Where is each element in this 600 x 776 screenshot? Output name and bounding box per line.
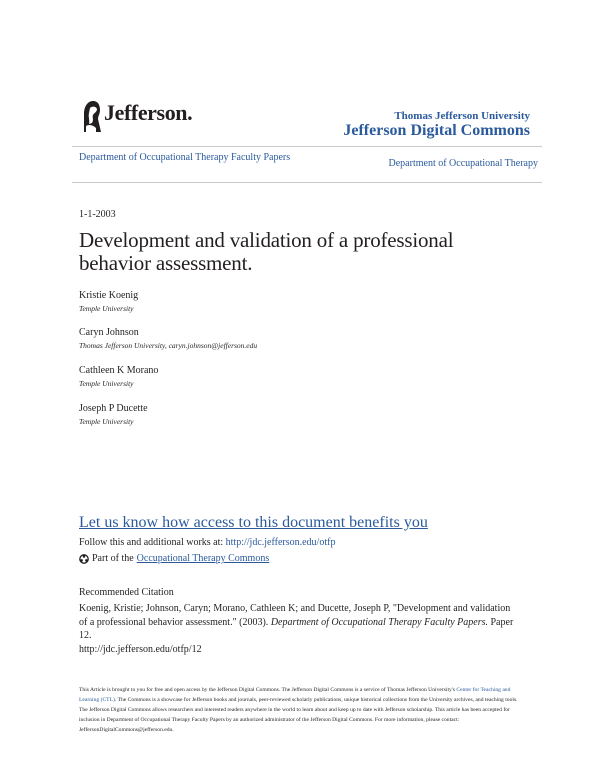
university-link[interactable]: Thomas Jefferson University [394, 110, 530, 122]
jefferson-portrait-icon [82, 100, 101, 133]
author-affiliation: Temple University [79, 417, 134, 426]
occupational-therapy-commons-link[interactable]: Occupational Therapy Commons [136, 553, 270, 564]
document-title: Development and validation of a professional behavior assessment. [79, 228, 454, 275]
part-of-line [79, 553, 269, 564]
citation-series: Department of Occupational Therapy Faculty Papers. [270, 616, 488, 628]
citation-paper: Paper 12. [79, 616, 514, 641]
logo-wordmark: Jefferson. [104, 100, 193, 125]
author-name: Caryn Johnson [79, 327, 139, 338]
follow-prefix: Follow this and additional works at: [79, 537, 226, 548]
recommended-citation [79, 602, 519, 656]
author-name: Kristie Koenig [79, 290, 139, 301]
repository-link[interactable]: Jefferson Digital Commons [343, 122, 530, 139]
publication-date: 1-1-2003 [79, 209, 116, 220]
author-affiliation: Temple University [79, 379, 134, 388]
author-affiliation: Thomas Jefferson University, caryn.johnson@jefferson.edu [79, 341, 258, 350]
footer-text-2: . The Commons is a showcase for Jefferson books and journals, peer-reviewed scholarly publications, unique historical collections from the University archives, and teaching tools. The Jefferson Digital Commons allows researchers and interested readers anywhere in the world to learn about and keep up to date with Jefferson scholarship. This article has been accepted for inclusion in Department of Occupational Therapy Faculty Papers by an authorized administrator of the Jefferson Digital Commons. For more information, please contact: JeffersonDigitalCommons@jefferson.edu. [79, 697, 518, 733]
part-of-prefix: Part of the [92, 553, 134, 564]
department-divider [72, 182, 542, 183]
footer-notice [79, 685, 519, 735]
series-link[interactable]: Department of Occupational Therapy Faculty Papers [79, 152, 291, 163]
citation-url: http://jdc.jefferson.edu/otfp/12 [79, 643, 202, 655]
citation-authors-title: Koenig, Kristie; Johnson, Caryn; Morano, Cathleen K; and Ducette, Joseph P, "Development and validation of a professional behavior assessment." (2003). [79, 603, 511, 628]
ctl-link[interactable]: Center for Teaching and Learning (CTL) [79, 687, 511, 703]
citation-heading: Recommended Citation [79, 587, 174, 598]
collection-url-link[interactable]: http://jdc.jefferson.edu/otfp [225, 537, 336, 548]
commons-network-icon [79, 554, 89, 564]
department-link[interactable]: Department of Occupational Therapy [388, 158, 538, 169]
author-name: Cathleen K Morano [79, 365, 159, 376]
jefferson-logo[interactable] [82, 100, 192, 133]
benefits-feedback-link[interactable]: Let us know how access to this document benefits you [79, 514, 428, 531]
header-divider [72, 146, 542, 147]
footer-text-1: This Article is brought to you for free and open access by the Jefferson Digital Commons. The Jefferson Digital Commons is a service of Thomas Jefferson University's [79, 687, 457, 693]
follow-line [79, 537, 335, 548]
author-affiliation: Temple University [79, 304, 134, 313]
author-name: Joseph P Ducette [79, 403, 148, 414]
